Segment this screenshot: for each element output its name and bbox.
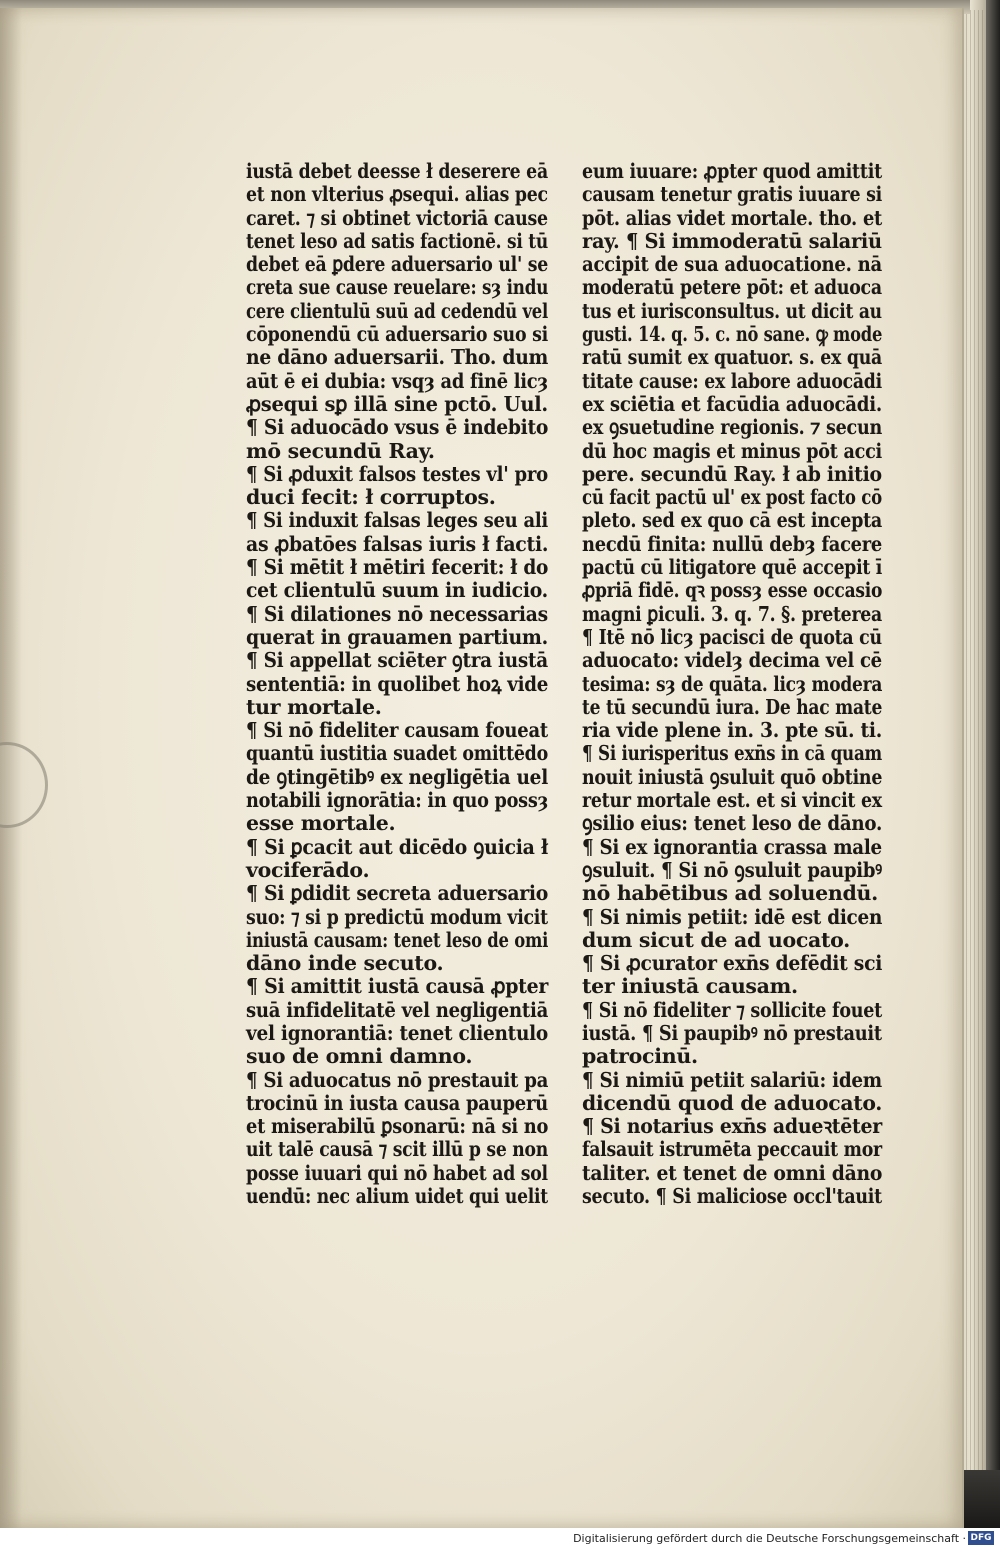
text-line: notabili ignorātia: in quo possȝ: [246, 788, 549, 813]
text-line: cet clientulū suum in iudicio.: [246, 578, 548, 603]
text-line: uit talē causā ⁊ scit illū p se non: [246, 1137, 549, 1162]
text-line: suā infidelitatē vel negligentiā: [246, 997, 549, 1022]
text-line: ¶ Si aduocatus nō prestauit pa: [246, 1067, 549, 1092]
text-line: trocinū in iusta causa pauperū: [246, 1090, 549, 1115]
text-line: pleto. sed ex quo cā est incepta: [582, 508, 883, 533]
text-line: vel ignorantiā: tenet clientulo: [246, 1020, 548, 1045]
text-line: as ꝓbatōes falsas iuris ł facti.: [246, 531, 549, 556]
text-line: vociferādo.: [246, 857, 370, 882]
text-line: ex ꝯsuetudine regionis. ⁊ secun: [582, 415, 883, 440]
text-line: dicendū quod de aduocato.: [582, 1090, 883, 1115]
text-line: titate cause: ex labore aduocādi: [582, 368, 882, 393]
text-line: et non vlterius ꝓsequi. alias pec: [246, 182, 548, 207]
text-line: caret. ⁊ si obtinet victoriā cause: [246, 205, 548, 230]
text-line: ¶ Si appellat sciēter ꝯtra iustā: [246, 648, 548, 673]
text-line: dū hoc magis et minus pōt acci: [582, 438, 882, 463]
text-line: moderatū petere pōt: et aduoca: [582, 275, 882, 300]
text-line: ¶ Si ꝓcurator exn̄s defēdit sci: [582, 951, 883, 976]
text-line: duci fecit: ł corruptos.: [246, 485, 496, 510]
text-line: iniustā causam: tenet leso de omi: [246, 927, 549, 952]
text-line: magni ꝑiculi. 3. q. 7. §. preterea: [582, 601, 883, 626]
dfg-logo: DFG: [968, 1531, 994, 1545]
text-line: ¶ Si dilationes nō necessarias: [246, 601, 548, 626]
text-line: posse iuuari qui nō habet ad sol: [246, 1160, 548, 1185]
text-line: secuto. ¶ Si maliciose occl'tauit: [582, 1184, 882, 1209]
text-line: necdū finita: nullū debȝ facere: [582, 531, 883, 556]
text-line: ter iniustā causam.: [582, 974, 798, 999]
text-line: ꝓpriā fidē. qꝛ possȝ esse occasio: [582, 578, 883, 603]
text-line: pere. secundū Ray. ł ab initio: [582, 461, 882, 486]
right-text-column: [582, 160, 959, 1208]
text-line: ¶ Si ꝓduxit falsos testes vl' pro: [246, 461, 548, 486]
text-line: ¶ Si ꝑdidit secreta aduersario: [246, 881, 549, 906]
text-line: nō habētibus ad soluendū.: [582, 881, 878, 906]
text-line: tus et iurisconsultus. ut dicit au: [582, 298, 882, 323]
text-line: ¶ Si nimis petiit: idē est dicen: [582, 904, 883, 929]
text-line: ¶ Si iurisperitus exn̄s in cā quam: [582, 741, 882, 766]
text-line: ꝯsuluit. ¶ Si nō ꝯsuluit paupibꝰ: [582, 857, 882, 882]
text-line: ¶ Si nō fideliter ⁊ sollicite fouet: [582, 997, 882, 1022]
text-line: accipit de sua aduocatione. nā: [582, 252, 882, 277]
text-line: cū facit pactū ul' ex post facto cō: [582, 485, 882, 510]
text-line: dāno inde secuto.: [246, 951, 444, 976]
text-line: querat in grauamen partium.: [246, 624, 548, 649]
text-line: creta sue cause reuelare: sȝ indu: [246, 275, 549, 300]
text-line: tesima: sȝ de quāta. licȝ modera: [582, 671, 883, 696]
text-line: pactū cū litigatore quē accepit ī: [582, 555, 883, 580]
text-line: ¶ Si nō fideliter causam foueat: [246, 718, 548, 743]
text-line: de ꝯtingētibꝰ ex negligētia uel: [246, 764, 548, 789]
text-line: aduocato: videlȝ decima vel cē: [582, 648, 882, 673]
text-line: quantū iustitia suadet omittēdo: [246, 741, 548, 766]
footer-bar: [0, 1528, 1000, 1549]
book-cover-edge: [986, 0, 1000, 1528]
text-line: retur mortale est. et si vincit ex: [582, 788, 882, 813]
funding-credit: Digitalisierung gefördert durch die Deutsche Forschungsgemeinschaft ·: [573, 1532, 966, 1545]
text-line: taliter. et tenet de omni dāno: [582, 1160, 883, 1185]
text-line: debet eā ꝑdere aduersario ul' se: [246, 252, 549, 277]
text-line: eum iuuare: ꝓpter quod amittit: [582, 159, 882, 183]
text-line: ¶ Si amittit iustā causā ꝓpter: [246, 974, 549, 999]
text-line: ¶ Si mētit ł mētiri fecerit: ł do: [246, 555, 549, 580]
text-line: ¶ Si ex ignorantia crassa male: [582, 834, 882, 859]
text-line: ria vide plene in. 3. pte sū. ti.: [582, 718, 882, 743]
text-line: ¶ Si ꝑcacit aut dicēdo ꝯuicia ł: [246, 834, 548, 859]
text-line: ray. ¶ Si immoderatū salariū: [582, 228, 882, 253]
text-line: iustā. ¶ Si paupibꝰ nō prestauit: [582, 1020, 882, 1045]
text-line: et miserabilū ꝑsonarū: nā si no: [246, 1114, 549, 1139]
text-line: ¶ Si aduocādo vsus ē indebito: [246, 415, 549, 440]
text-line: mō secundū Ray.: [246, 438, 435, 463]
text-line: dum sicut de ad uocato.: [582, 927, 851, 952]
text-line: ex sciētia et facūdia aduocādi.: [582, 391, 882, 416]
text-line: ¶ Si induxit falsas leges seu ali: [246, 508, 548, 533]
text-line: causam tenetur gratis iuuare si: [582, 182, 882, 207]
text-line: ¶ Si notarius exn̄s adueꝛtēter: [582, 1114, 882, 1139]
left-text-column: [246, 160, 623, 1208]
text-line: pōt. alias videt mortale. tho. et: [582, 205, 883, 230]
text-line: ¶ Si nimiū petiit salariū: idem: [582, 1067, 882, 1092]
text-line: patrocinū.: [582, 1044, 698, 1069]
text-line: ne dāno aduersarii. Tho. dum: [246, 345, 549, 370]
text-line: gusti. 14. q. 5. c. nō sane. ꝙ mode: [582, 322, 883, 347]
text-line: cere clientulū suū ad cedendū vel: [246, 298, 548, 323]
text-line: tur mortale.: [246, 694, 382, 719]
text-line: ratū sumit ex quatuor. s. ex quā: [582, 345, 882, 370]
text-line: ¶ Itē nō licȝ pacisci de quota cū: [582, 624, 882, 649]
text-line: suo de omni damno.: [246, 1044, 473, 1069]
text-line: nouit iniustā ꝯsuluit quō obtine: [582, 764, 883, 789]
text-line: ꝯsilio eius: tenet leso de dāno.: [582, 811, 883, 836]
text-line: sententiā: in quolibet hoꝝ vide: [246, 671, 549, 696]
text-line: iustā debet deesse ł deserere eā: [246, 159, 548, 183]
text-line: tenet leso ad satis factionē. si tū: [246, 228, 548, 253]
text-line: ꝓsequi sꝑ illā sine pctō. Uul.: [246, 391, 548, 416]
text-line: aūt ē ei dubia: vsqȝ ad finē licȝ: [246, 368, 548, 393]
text-line: esse mortale.: [246, 811, 396, 836]
text-line: cōponendū cū aduersario suo si: [246, 322, 548, 347]
text-line: suo: ⁊ si p predictū modum vicit: [246, 904, 548, 929]
text-line: te tū secundū iura. De hac mate: [582, 694, 883, 719]
text-line: uendū: nec alium uidet qui uelit: [246, 1184, 548, 1209]
text-line: falsauit istrumēta peccauit mor: [582, 1137, 882, 1162]
